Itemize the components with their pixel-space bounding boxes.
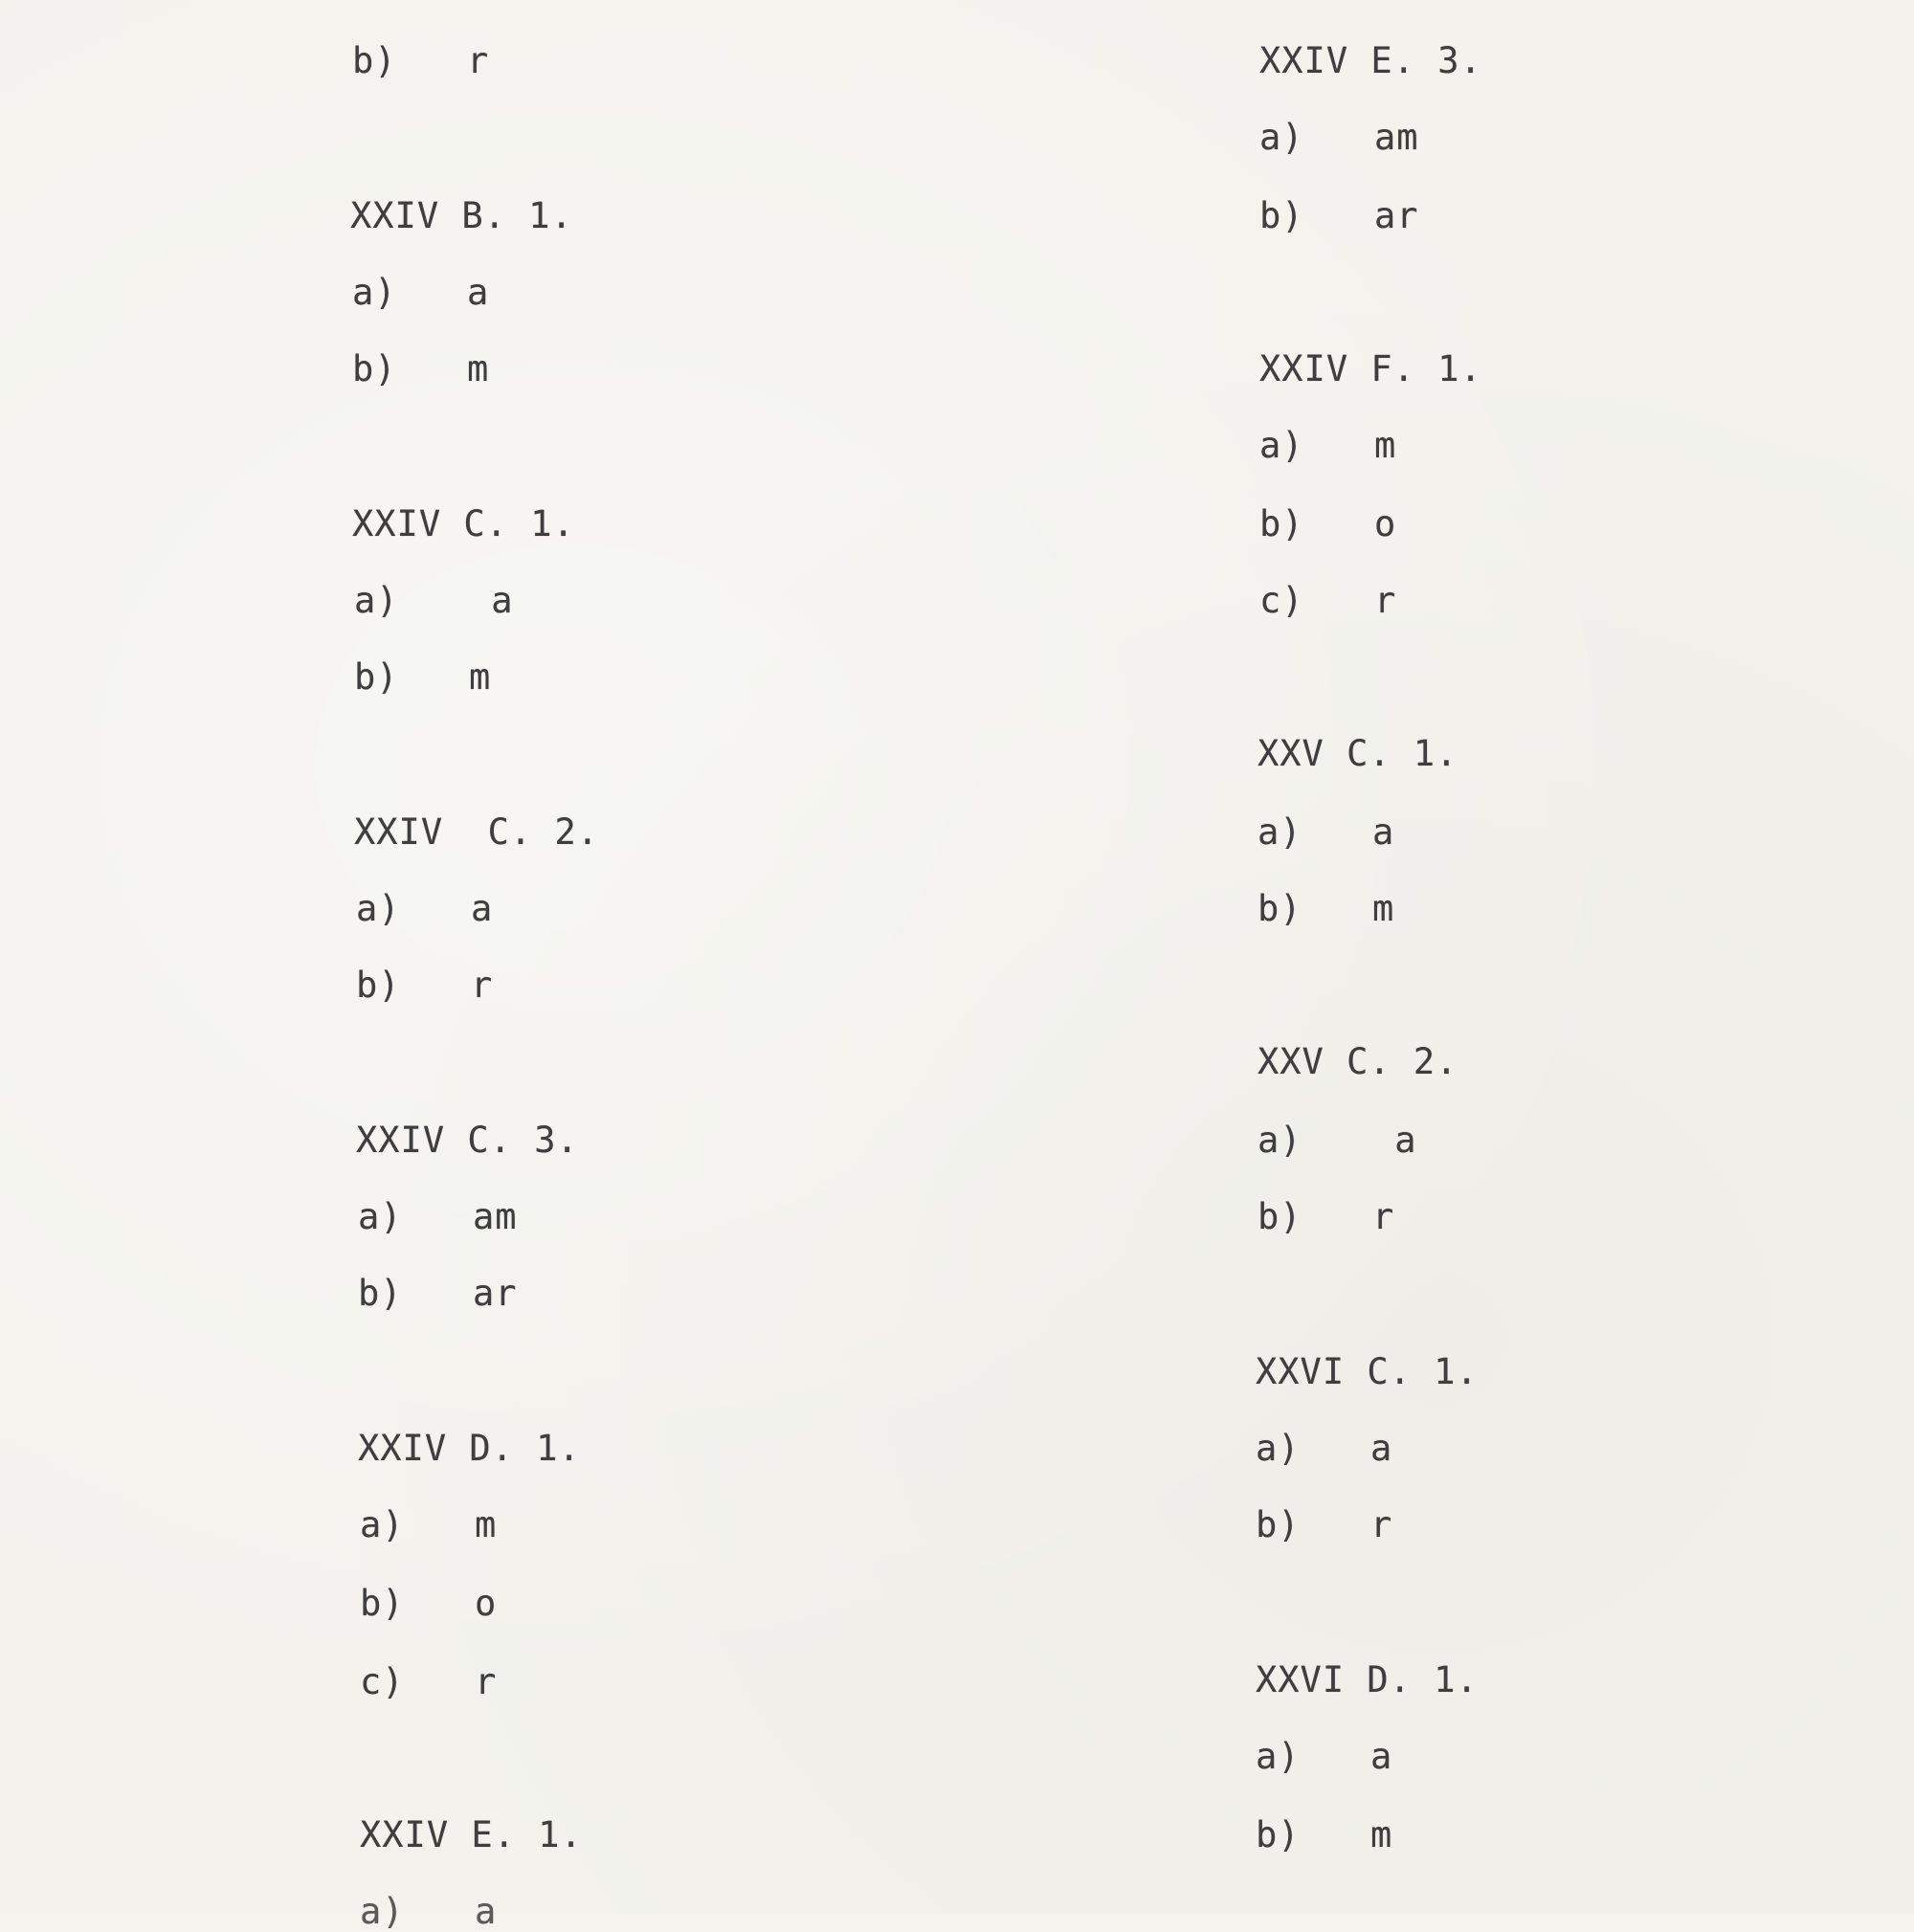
left-item-1-a: a) a [352,272,490,313]
right-item-4-b: b) r [1256,1504,1393,1545]
right-item-4-a: a) a [1256,1428,1393,1469]
right-item-0-a: a) am [1259,117,1419,158]
left-item-2-a: a) a [354,580,514,621]
right-heading-5: XXVI D. 1. [1256,1659,1479,1700]
right-item-1-c: c) r [1259,580,1397,621]
left-heading-1: XXIV B. 1. [350,195,573,236]
right-heading-2: XXV C. 1. [1257,733,1458,774]
left-item-5-a: a) m [360,1504,498,1545]
left-item-1-b: b) m [352,348,490,389]
left-heading-6: XXIV E. 1. [360,1814,583,1855]
left-item-3-b: b) r [356,965,494,1006]
left-item-5-c: c) r [360,1661,498,1702]
right-item-2-a: a) a [1257,811,1395,853]
right-item-5-a: a) a [1256,1736,1393,1777]
left-item-5-b: b) o [360,1583,498,1624]
left-heading-2: XXIV C. 1. [352,503,575,544]
left-item-4-b: b) ar [358,1273,518,1314]
right-item-5-b: b) m [1256,1814,1393,1855]
left-item-3-a: a) a [356,888,494,929]
right-item-1-a: a) m [1259,425,1397,466]
right-item-2-b: b) m [1257,888,1395,929]
left-heading-3: XXIV C. 2. [354,811,600,853]
right-heading-0: XXIV E. 3. [1259,40,1482,81]
left-heading-4: XXIV C. 3. [356,1120,579,1161]
left-item-2-b: b) m [354,656,492,698]
left-item-6-a: a) a [360,1891,498,1932]
left-heading-5: XXIV D. 1. [358,1428,581,1469]
right-item-1-b: b) o [1259,503,1397,544]
right-item-3-a: a) a [1257,1120,1417,1161]
right-heading-1: XXIV F. 1. [1259,348,1482,389]
right-heading-4: XXVI C. 1. [1256,1351,1479,1392]
right-heading-3: XXV C. 2. [1257,1041,1458,1082]
left-item-4-a: a) am [358,1196,518,1237]
right-item-0-b: b) ar [1259,195,1419,236]
left-item-0-b: b) r [352,40,490,81]
right-item-3-b: b) r [1257,1196,1395,1237]
